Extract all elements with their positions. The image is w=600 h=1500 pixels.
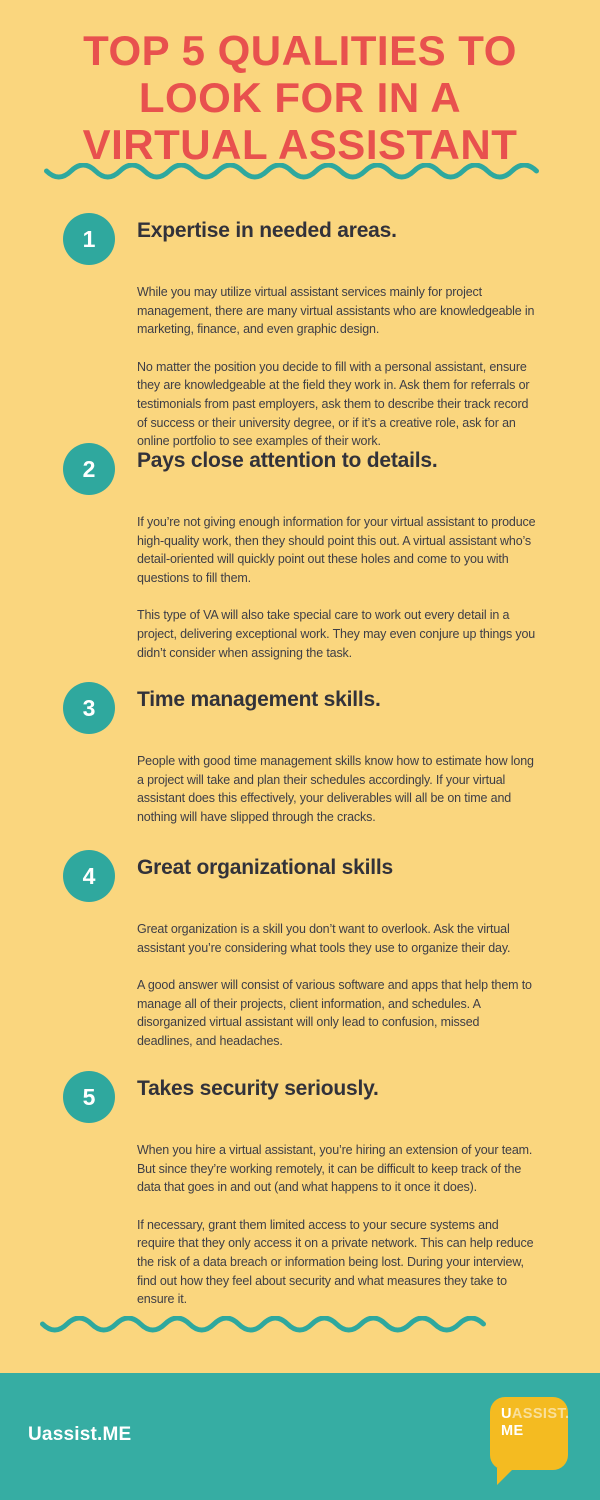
- section-2-body: [137, 513, 537, 662]
- logo-speech-tail: [497, 1468, 514, 1485]
- section-paragraph: When you hire a virtual assistant, you’re hiring an extension of your team. But since they’re working remotely, it can be difficult to keep track of the data that goes in and out (and what happens to it once it does).: [137, 1143, 533, 1195]
- section-2-number-badge: 2: [63, 443, 115, 495]
- wave-divider-bottom: [40, 1316, 486, 1336]
- section-2-heading: Pays close attention to details.: [137, 449, 438, 472]
- wave-divider-top: [44, 163, 539, 183]
- section-5-heading: Takes security seriously.: [137, 1077, 379, 1100]
- section-4-body: [137, 920, 537, 1051]
- section-paragraph: While you may utilize virtual assistant services mainly for project management, there are many virtual assistants who are knowledgeable in marketing, finance, and even graphic design.: [137, 285, 535, 337]
- section-paragraph: If you’re not giving enough information for your virtual assistant to produce high-quality work, then they should point this out. A virtual assistant who’s detail-oriented will quickly point out these holes and come to you with questions to fill them.: [137, 515, 536, 585]
- page-title-line-3: VIRTUAL ASSISTANT: [82, 121, 518, 168]
- uassistme-logo: [490, 1397, 568, 1470]
- logo-u: U: [501, 1406, 512, 1422]
- section-4-number-badge: 4: [63, 850, 115, 902]
- footer: [0, 1373, 600, 1500]
- section-4-heading: Great organizational skills: [137, 856, 394, 879]
- logo-line-2: ME: [501, 1423, 524, 1439]
- section-paragraph: This type of VA will also take special care to work out every detail in a project, delivering exceptional work. They may even conjure up things you didn’t consider when assigning the task.: [137, 608, 536, 660]
- page-title-line-2: LOOK FOR IN A: [138, 74, 462, 121]
- logo-line-1: [501, 1406, 569, 1423]
- section-3-heading: Time management skills.: [137, 688, 381, 711]
- section-paragraph: If necessary, grant them limited access to your secure systems and require that they only access it on a private network. This can help reduce the risk of a data breach or information being lost. During your interview, find out how they feel about security and what measures they take to ensure it.: [137, 1217, 534, 1307]
- section-3-body: [137, 752, 537, 826]
- section-1-heading: Expertise in needed areas.: [137, 219, 397, 242]
- section-paragraph: A good answer will consist of various software and apps that help them to manage all of their projects, client information, and schedules. A disorganized virtual assistant will only lead to confusion, missed deadlines, and headaches.: [137, 978, 532, 1048]
- section-1-body: [137, 283, 537, 451]
- section-paragraph: People with good time management skills know how to estimate how long a project will take and plan their schedules accordingly. If your virtual assistant does this effectively, your deliverables will all be on time and nothing will have slipped through the cracks.: [137, 754, 534, 824]
- section-3-number-badge: 3: [63, 682, 115, 734]
- brand-name: Uassist.ME: [28, 1424, 132, 1445]
- section-paragraph: Great organization is a skill you don’t want to overlook. Ask the virtual assistant you’re considering what tools they use to organize their day.: [137, 922, 511, 955]
- section-1-number-badge: 1: [63, 213, 115, 265]
- section-5-body: [137, 1141, 537, 1309]
- page-title: [0, 27, 600, 168]
- logo-assist: ASSIST.: [511, 1406, 570, 1422]
- section-5-number-badge: 5: [63, 1071, 115, 1123]
- logo-text: [501, 1406, 569, 1440]
- section-paragraph: No matter the position you decide to fill with a personal assistant, ensure they are knowledgeable at the field they work in. Ask them for referrals or testimonials from past employers, ask them to describe their track record of success or their university degree, or if it’s a creative role, ask for an online portfolio to see examples of their work.: [137, 359, 530, 449]
- page-title-line-1: TOP 5 QUALITIES TO: [83, 27, 517, 74]
